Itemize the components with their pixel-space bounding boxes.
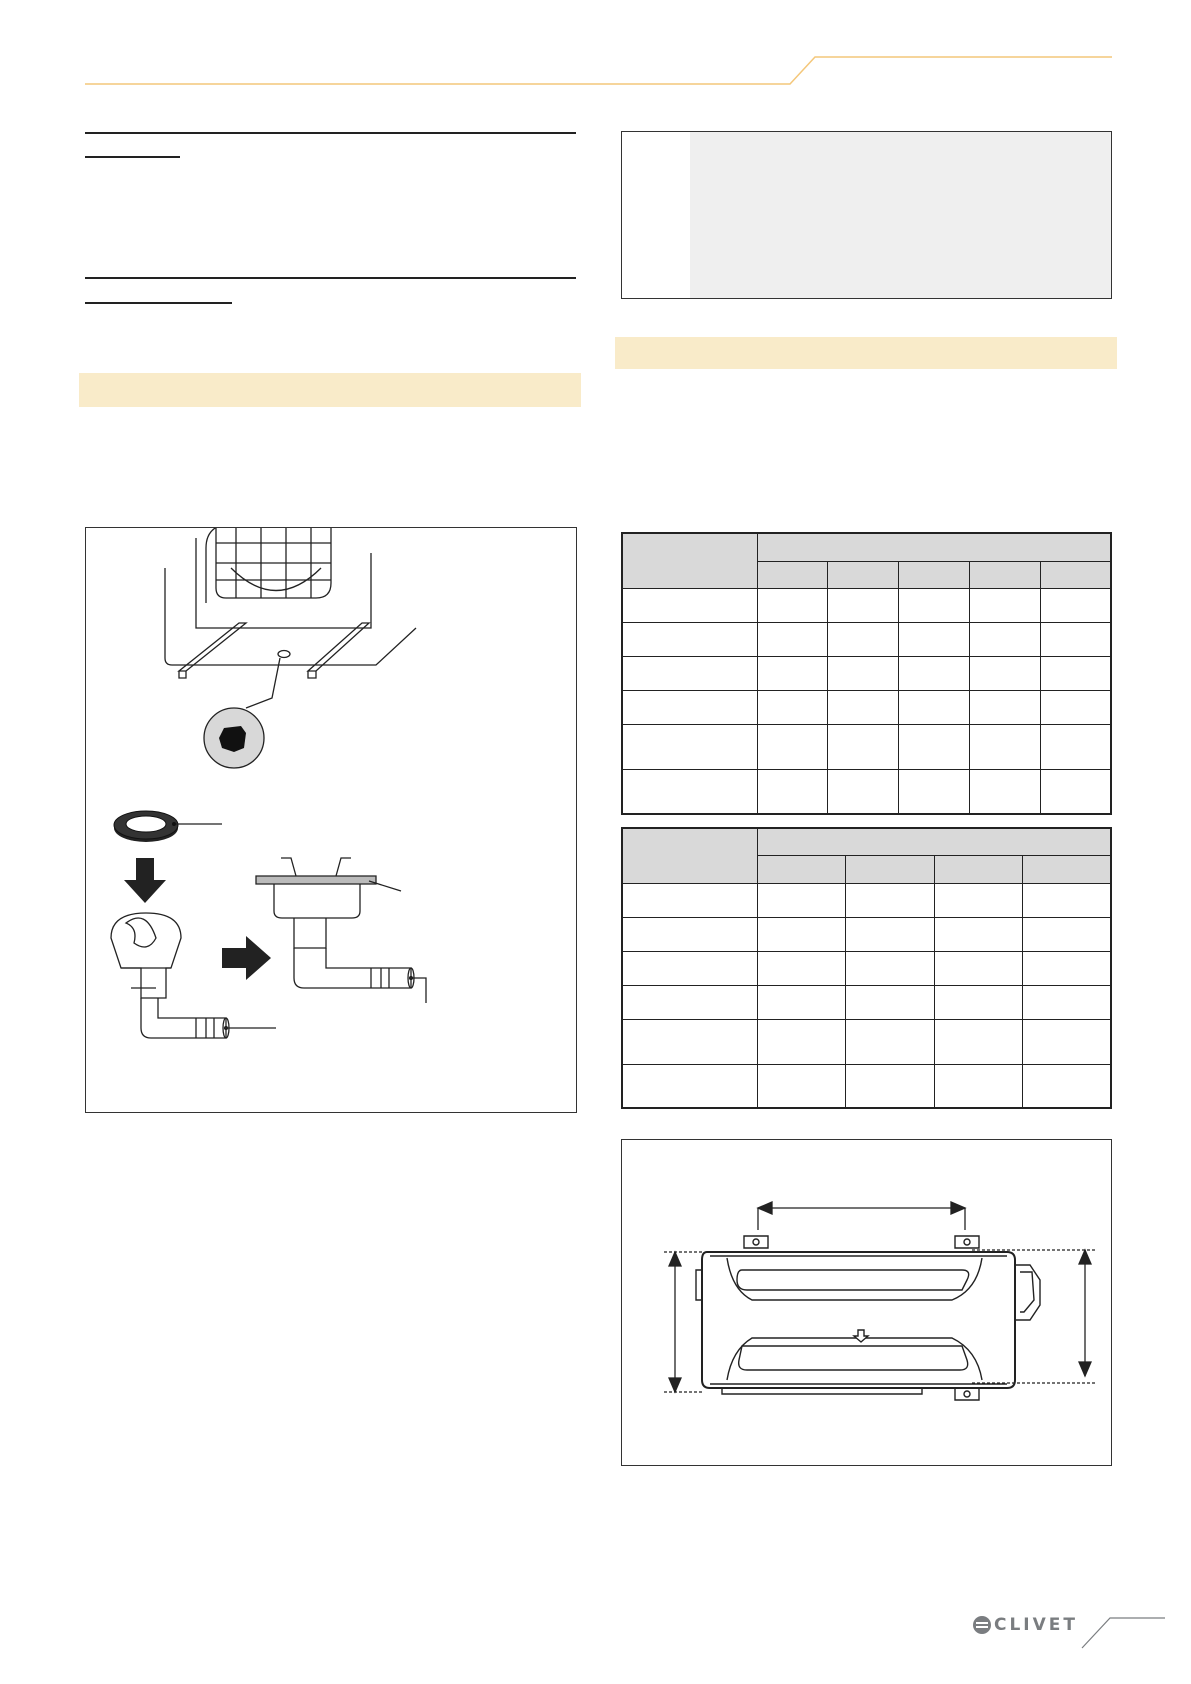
table-2-corner [622,828,757,883]
header-rule [0,0,1191,100]
dimension-figure [621,1139,1112,1466]
heading-rule-1 [85,132,576,134]
note-box-shade [690,132,1111,298]
note-box [621,131,1112,299]
heading-rule-2 [85,277,576,279]
dimension-figure-drawing [622,1140,1111,1465]
table-row [622,1064,1111,1108]
table-row [622,1019,1111,1064]
table-row [622,588,1111,622]
table-1-col-header [899,561,970,588]
table-row [622,690,1111,724]
table-1-col-header [757,561,828,588]
table-row [622,883,1111,917]
table-row [622,951,1111,985]
spec-table-2 [621,827,1112,1109]
table-row [622,985,1111,1019]
spec-table-1 [621,532,1112,815]
installed-connector-icon [256,858,426,1003]
unit-bottom-icon [165,528,416,708]
arrow-right-icon [222,936,271,980]
table-1-col-header [969,561,1040,588]
gasket-ring-icon [114,811,222,842]
heading-underline-2 [85,302,232,304]
unit-top-view-icon [696,1236,1040,1400]
footer-rule [1080,1610,1191,1650]
drain-figure [85,527,577,1113]
table-row [622,724,1111,769]
brand-name: CLIVET [994,1615,1078,1635]
drain-connector-icon [111,913,276,1038]
table-1-col-header [1040,561,1111,588]
drain-hole-detail-icon [204,708,264,768]
dimension-arrow-icon [664,1202,1095,1392]
footer-logo [972,1614,1092,1636]
table-row [622,917,1111,951]
table-1-col-header [828,561,899,588]
section-band-right [615,337,1117,369]
drain-figure-drawing [86,528,576,1112]
table-2-col-header [1023,855,1112,883]
heading-underline-1 [85,156,180,158]
table-2-col-header [757,855,846,883]
table-row [622,622,1111,656]
table-2-group-header [757,828,1111,855]
table-1-corner [622,533,757,588]
table-row [622,769,1111,814]
arrow-down-icon [124,858,166,903]
table-1-group-header [757,533,1111,561]
table-2-col-header [934,855,1023,883]
clivet-logo-icon [972,1615,992,1635]
section-band-left [79,373,581,407]
table-2-col-header [846,855,935,883]
table-row [622,656,1111,690]
